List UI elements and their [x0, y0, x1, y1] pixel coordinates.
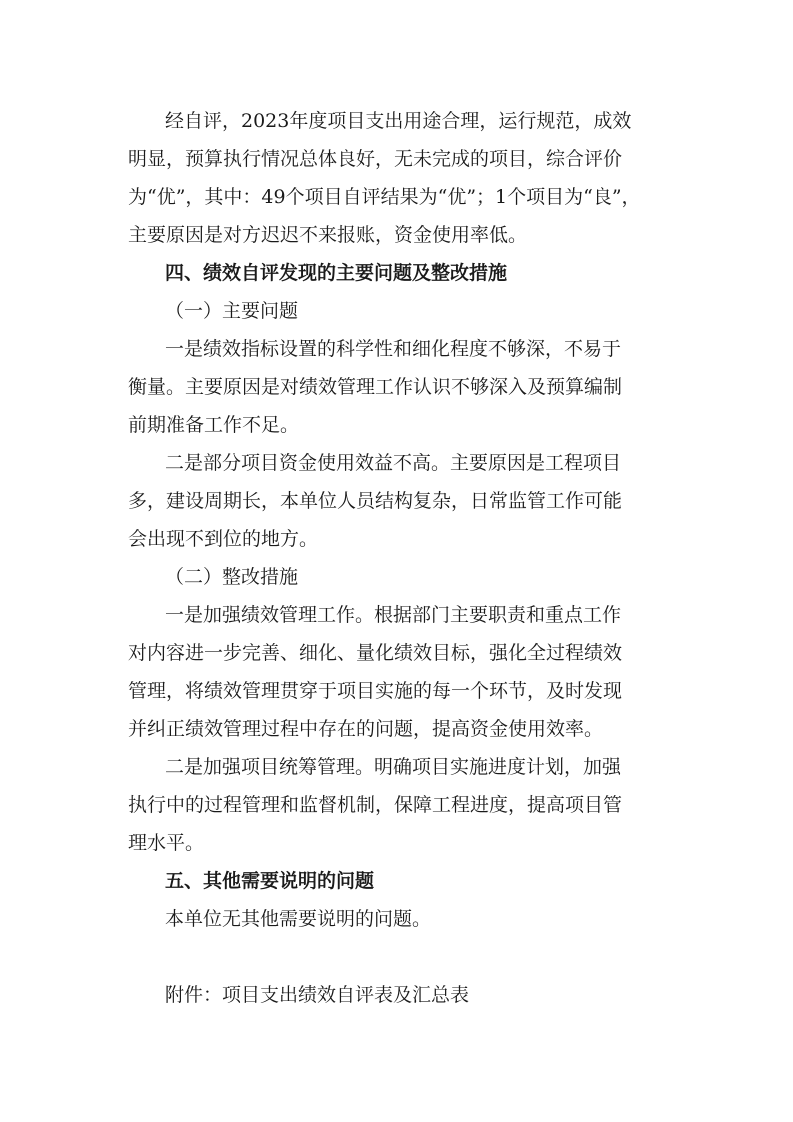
- measure-1-line-4: 并纠正绩效管理过程中存在的问题，提高资金使用效率。: [128, 718, 604, 740]
- text-line: [0, 408, 793, 442]
- text-line: [0, 978, 793, 1012]
- problem-2-line-3: 会出现不到位的地方。: [128, 528, 319, 550]
- measure-2-line-3: 理水平。: [128, 832, 205, 854]
- measure-1-line-2: 对内容进一步完善、细化、量化绩效目标，强化全过程绩效: [128, 642, 623, 664]
- section-5-heading: 五、其他需要说明的问题: [165, 870, 375, 892]
- text-line: [0, 142, 793, 176]
- measure-2-line-1: 二是加强项目统筹管理。明确项目实施进度计划，加强: [165, 756, 622, 778]
- text-line: [0, 864, 793, 898]
- text-line: [0, 598, 793, 632]
- text-line: [0, 256, 793, 290]
- text-line: [0, 522, 793, 556]
- text-line: [0, 370, 793, 404]
- text-line: [0, 712, 793, 746]
- subsection-measures-heading: （二）整改措施: [165, 566, 299, 588]
- text-line: [0, 750, 793, 784]
- text-line: [0, 180, 793, 214]
- section-4-heading: 四、绩效自评发现的主要问题及整改措施: [165, 262, 508, 284]
- text-line: [0, 902, 793, 936]
- subsection-problems-heading: （一）主要问题: [165, 300, 299, 322]
- paragraph-self-eval-line-2: 明显，预算执行情况总体良好，无未完成的项目，综合评价: [128, 148, 623, 170]
- measure-2-line-2: 执行中的过程管理和监督机制，保障工程进度，提高项目管: [128, 794, 623, 816]
- text-line: [0, 788, 793, 822]
- section-5-body: 本单位无其他需要说明的问题。: [165, 908, 432, 930]
- problem-2-line-1: 二是部分项目资金使用效益不高。主要原因是工程项目: [165, 452, 622, 474]
- text-line: [0, 560, 793, 594]
- measure-1-line-1: 一是加强绩效管理工作。根据部门主要职责和重点工作: [165, 604, 622, 626]
- text-line: [0, 826, 793, 860]
- problem-1-line-3: 前期准备工作不足。: [128, 414, 300, 436]
- text-line: [0, 636, 793, 670]
- attachment-note: 附件：项目支出绩效自评表及汇总表: [165, 984, 470, 1006]
- text-line: [0, 104, 793, 138]
- text-line: [0, 294, 793, 328]
- text-line: [0, 332, 793, 366]
- problem-2-line-2: 多，建设周期长，本单位人员结构复杂，日常监管工作可能: [128, 490, 623, 512]
- text-line: [0, 484, 793, 518]
- problem-1-line-2: 衡量。主要原因是对绩效管理工作认识不够深入及预算编制: [128, 376, 623, 398]
- text-line: [0, 446, 793, 480]
- measure-1-line-3: 管理，将绩效管理贯穿于项目实施的每一个环节，及时发现: [128, 680, 623, 702]
- paragraph-self-eval-line-4: 主要原因是对方迟迟不来报账，资金使用率低。: [128, 224, 528, 246]
- text-line: [0, 674, 793, 708]
- paragraph-self-eval-line-1: 经自评，2023年度项目支出用途合理，运行规范，成效: [165, 110, 632, 132]
- problem-1-line-1: 一是绩效指标设置的科学性和细化程度不够深，不易于: [165, 338, 622, 360]
- paragraph-self-eval-line-3: 为“优”，其中：49个项目自评结果为“优”；1个项目为“良”，: [128, 186, 641, 208]
- text-line: [0, 218, 793, 252]
